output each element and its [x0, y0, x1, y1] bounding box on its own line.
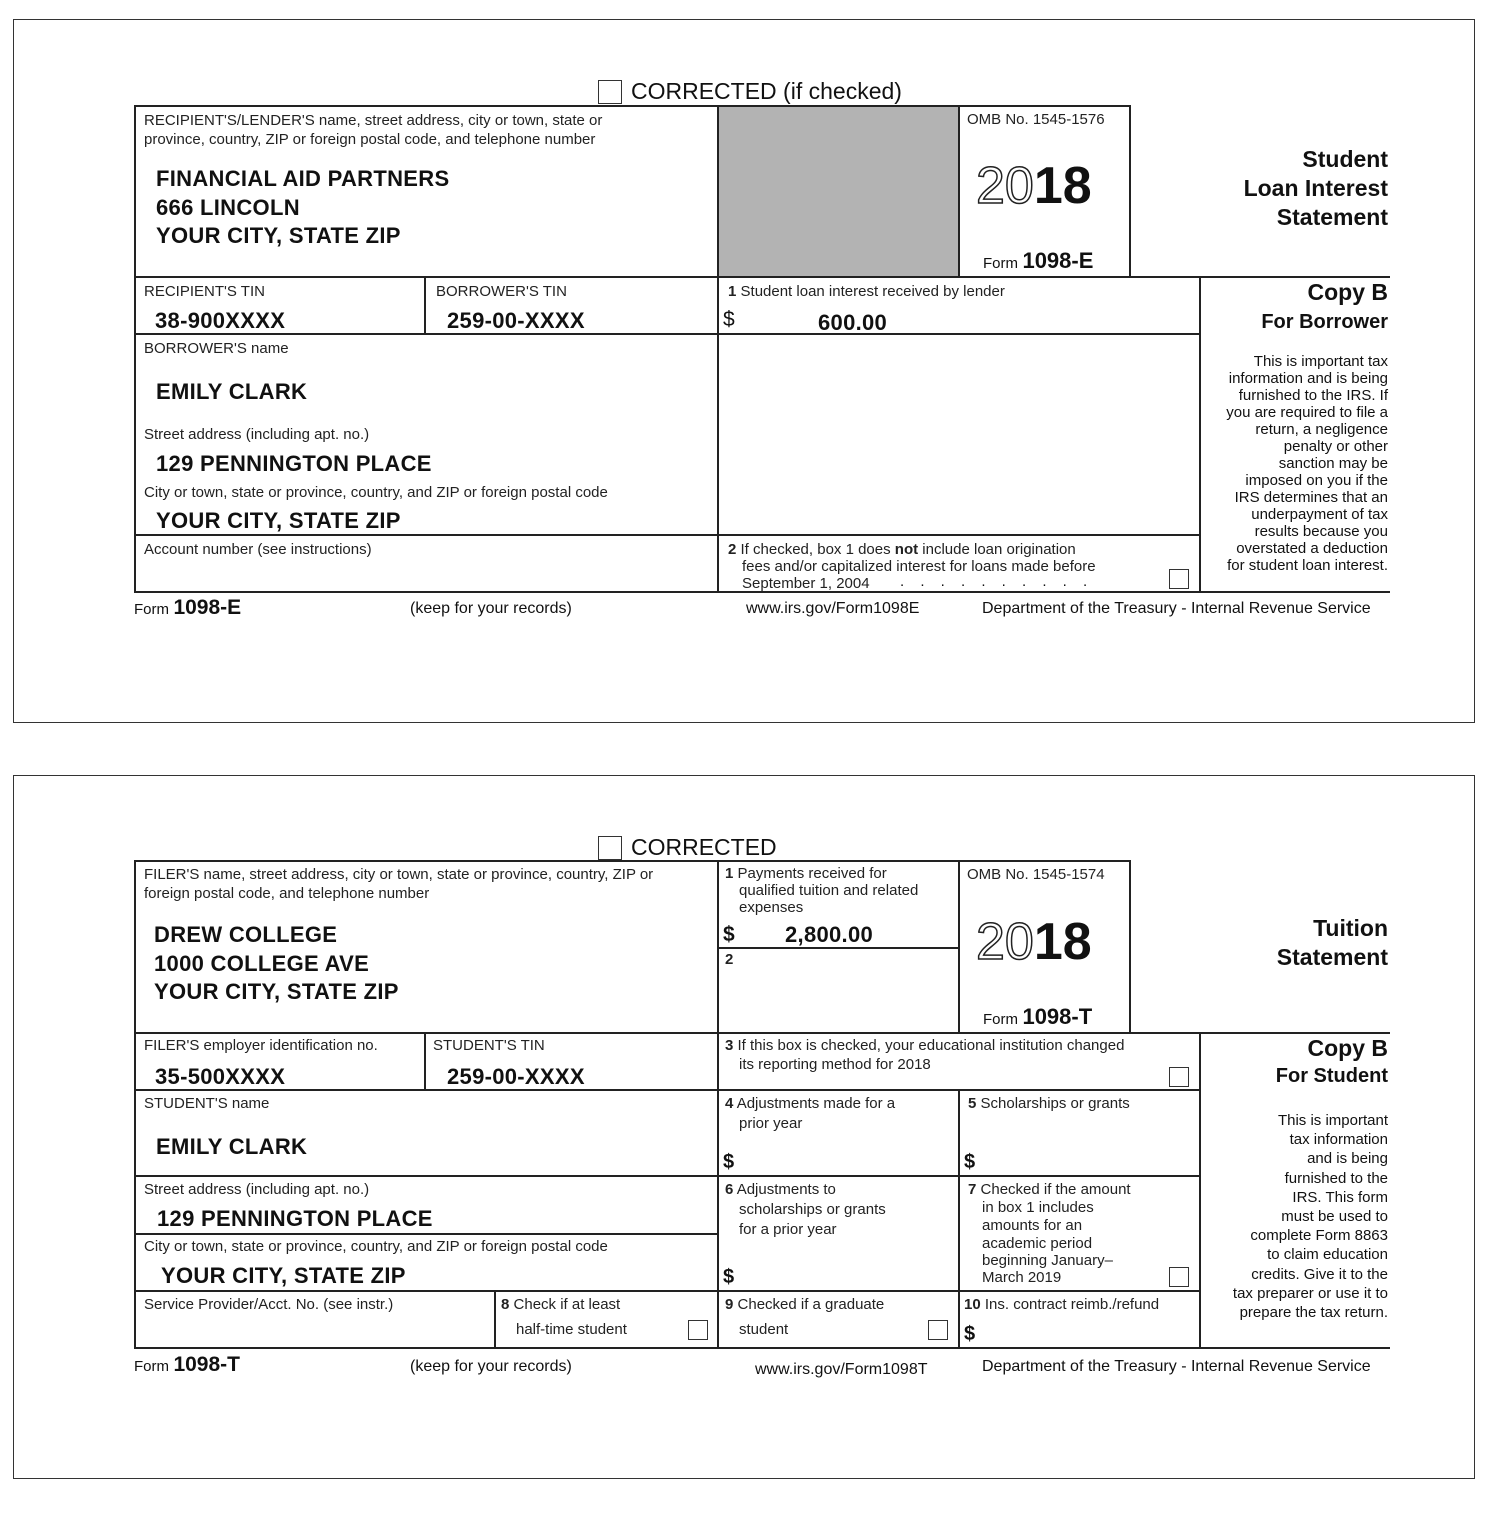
corrected-checkbox[interactable] — [598, 80, 622, 104]
corrected-label: CORRECTED (if checked) — [631, 78, 902, 104]
box6-dollar: $ — [723, 1266, 735, 1288]
box3-line1: 3 If this box is checked, your educational institution changed — [725, 1037, 1125, 1054]
form-number-top: Form 1098-E — [983, 248, 1094, 273]
box5-label: 5 Scholarships or grants — [968, 1095, 1130, 1112]
box1-line1: 1 Payments received for — [725, 865, 887, 882]
filer-label-line2: foreign postal code, and telephone number — [144, 885, 430, 902]
service-provider-label: Service Provider/Acct. No. (see instr.) — [144, 1296, 394, 1313]
omb-number: OMB No. 1545-1574 — [967, 866, 1105, 883]
box8-line2: half-time student — [516, 1321, 627, 1338]
footer-form-number: Form 1098-E — [134, 596, 242, 619]
recipient-name: FINANCIAL AID PARTNERS — [156, 166, 450, 191]
box3-line2: its reporting method for 2018 — [739, 1056, 931, 1073]
recipient-tin-label: RECIPIENT'S TIN — [144, 283, 265, 300]
city: YOUR CITY, STATE ZIP — [156, 508, 401, 533]
box8-line1: 8 Check if at least — [501, 1296, 621, 1313]
filer-ein-label: FILER'S employer identification no. — [144, 1037, 378, 1054]
footer-form-number: Form 1098-T — [134, 1353, 240, 1376]
footer-dept: Department of the Treasury - Internal Revenue Service — [982, 1358, 1371, 1375]
box9-line1: 9 Checked if a graduate — [725, 1296, 885, 1313]
box2-label: 2 — [725, 951, 734, 968]
borrower-tin-label: BORROWER'S TIN — [436, 283, 567, 300]
tax-year: 2018 — [976, 913, 1092, 971]
student-notice: This is important tax information and is being furnished to the IRS. This form must be used to complete Form 8863 to claim education credits. Give it to the tax preparer or use it to prepare the tax return. — [1232, 1112, 1388, 1322]
box1-dollar: $ — [723, 308, 735, 331]
street: 129 PENNINGTON PLACE — [156, 451, 432, 476]
box3-checkbox[interactable] — [1169, 1067, 1189, 1087]
form-1098e-panel — [13, 19, 1475, 723]
borrower-tin: 259-00-XXXX — [447, 308, 585, 333]
recipient-label-line2: province, country, ZIP or foreign postal code, and telephone number — [144, 131, 596, 148]
box10-label: 10 Ins. contract reimb./refund — [964, 1296, 1160, 1313]
recipient-street: 666 LINCOLN — [156, 195, 300, 220]
copy-b: Copy B — [1307, 279, 1388, 305]
filer-ein: 35-500XXXX — [155, 1064, 286, 1089]
footer-url[interactable]: www.irs.gov/Form1098E — [746, 600, 920, 617]
box7-checkbox[interactable] — [1169, 1267, 1189, 1287]
form-number-top: Form 1098-T — [983, 1004, 1093, 1029]
city-label: City or town, state or province, country, and ZIP or foreign postal code — [144, 484, 608, 501]
box7-line6: March 2019 — [982, 1269, 1062, 1286]
box2-leader-dots: . . . . . . . . . . — [900, 573, 1094, 590]
box1-line2: qualified tuition and related — [739, 882, 919, 899]
street: 129 PENNINGTON PLACE — [157, 1206, 433, 1231]
box1-value: 2,800.00 — [785, 922, 874, 947]
box1-line3: expenses — [739, 899, 804, 916]
box2-line2: fees and/or capitalized interest for loans made before — [742, 558, 1096, 575]
filer-name: DREW COLLEGE — [154, 922, 338, 947]
box7-line5: beginning January– — [982, 1252, 1113, 1269]
city: YOUR CITY, STATE ZIP — [161, 1263, 406, 1288]
box1-dollar: $ — [723, 923, 735, 946]
filer-street: 1000 COLLEGE AVE — [154, 951, 370, 976]
recipient-tin: 38-900XXXX — [155, 308, 286, 333]
footer-keep: (keep for your records) — [410, 600, 572, 617]
recipient-label-line1: RECIPIENT'S/LENDER'S name, street address, city or town, state or — [144, 112, 603, 129]
account-label: Account number (see instructions) — [144, 541, 372, 558]
form-title: Student Loan Interest Statement — [1243, 146, 1388, 230]
borrower-name-label: BORROWER'S name — [144, 340, 289, 357]
filer-label-line1: FILER'S name, street address, city or town, state or province, country, ZIP or — [144, 866, 654, 883]
box2-line1: 2 If checked, box 1 does not include loan origination — [728, 541, 1076, 558]
box4-line2: prior year — [739, 1115, 803, 1132]
box7-line4: academic period — [982, 1235, 1093, 1252]
corrected-label: CORRECTED — [631, 834, 777, 860]
student-tin: 259-00-XXXX — [447, 1064, 585, 1089]
student-tin-label: STUDENT'S TIN — [433, 1037, 545, 1054]
box7-line3: amounts for an — [982, 1217, 1083, 1234]
corrected-checkbox[interactable] — [598, 836, 622, 860]
footer-dept: Department of the Treasury - Internal Revenue Service — [982, 600, 1371, 617]
box6-line1: 6 Adjustments to — [725, 1181, 836, 1198]
box5-dollar: $ — [964, 1151, 976, 1173]
box7-line1: 7 Checked if the amount — [968, 1181, 1131, 1198]
box1-label: 1 Student loan interest received by lender — [728, 283, 1005, 300]
box2-line3: September 1, 2004 — [742, 575, 870, 592]
box7-line2: in box 1 includes — [982, 1199, 1094, 1216]
box4-dollar: $ — [723, 1151, 735, 1173]
box10-dollar: $ — [964, 1323, 976, 1345]
recipient-city: YOUR CITY, STATE ZIP — [156, 223, 401, 248]
omb-number: OMB No. 1545-1576 — [967, 111, 1105, 128]
borrower-notice: This is important tax information and is being furnished to the IRS. If you are required to file a return, a negligence penalty or other sanction may be imposed on you if the IRS determines that an underpayment of tax results because you overstated a deduction for student loan interest. — [1226, 353, 1388, 574]
box9-checkbox[interactable] — [928, 1320, 948, 1340]
box9-line2: student — [739, 1321, 789, 1338]
city-label: City or town, state or province, country, and ZIP or foreign postal code — [144, 1238, 608, 1255]
footer-keep: (keep for your records) — [410, 1358, 572, 1375]
copy-b: Copy B — [1307, 1035, 1388, 1061]
shaded-box — [719, 107, 958, 276]
box2-checkbox[interactable] — [1169, 569, 1189, 589]
filer-city: YOUR CITY, STATE ZIP — [154, 979, 399, 1004]
form-1098t-panel — [13, 775, 1475, 1479]
street-label: Street address (including apt. no.) — [144, 426, 370, 443]
box8-checkbox[interactable] — [688, 1320, 708, 1340]
form-title: Tuition Statement — [1276, 915, 1388, 970]
borrower-name: EMILY CLARK — [156, 379, 308, 404]
student-name-label: STUDENT'S name — [144, 1095, 270, 1112]
tax-year: 2018 — [976, 157, 1092, 215]
street-label: Street address (including apt. no.) — [144, 1181, 370, 1198]
box6-line3: for a prior year — [739, 1221, 837, 1238]
box6-line2: scholarships or grants — [739, 1201, 886, 1218]
box1-value: 600.00 — [818, 310, 888, 335]
box4-line1: 4 Adjustments made for a — [725, 1095, 896, 1112]
footer-url[interactable]: www.irs.gov/Form1098T — [755, 1361, 928, 1378]
student-name: EMILY CLARK — [156, 1134, 308, 1159]
copy-for: For Student — [1275, 1065, 1388, 1087]
copy-for: For Borrower — [1261, 311, 1388, 333]
